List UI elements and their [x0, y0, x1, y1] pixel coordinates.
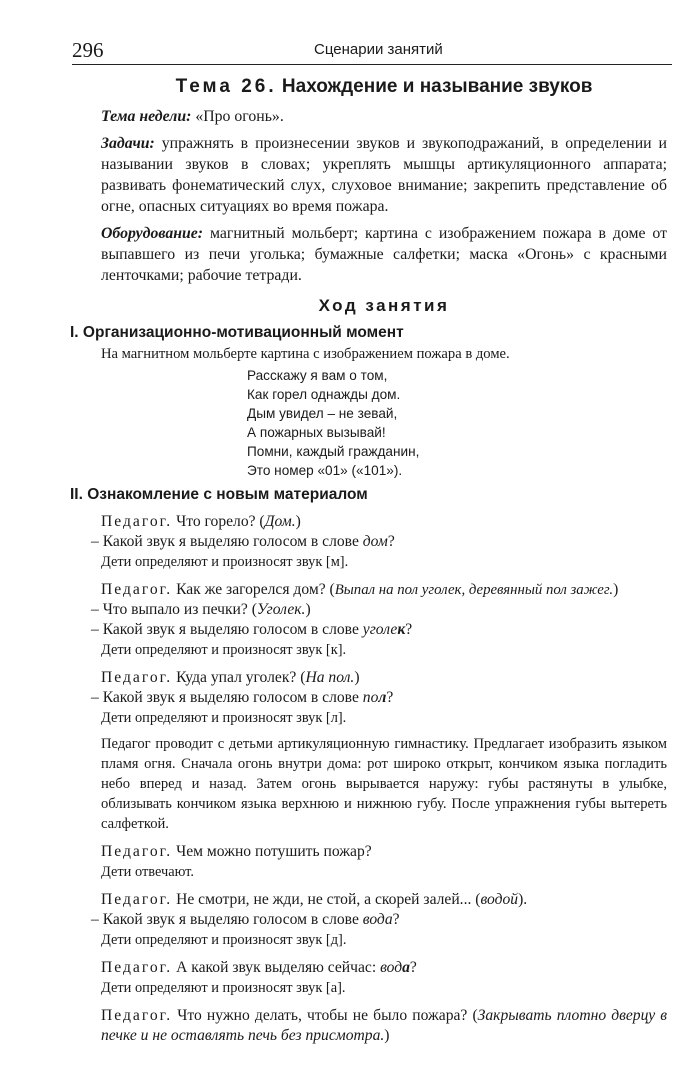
poem-line: Помни, каждый гражданин,: [247, 444, 420, 459]
poem-line: Это номер «01» («101»).: [247, 463, 403, 478]
header-rule: [72, 64, 672, 65]
dialogue-block-6: Педагог. А какой звук выделяю сейчас: вода? Дети определяют и произносят звук [а].: [101, 959, 417, 996]
section-1-title: I. Организационно-мотивационный момент: [70, 324, 404, 341]
dialogue-block-7: Педагог. Что нужно делать, чтобы не было пожара? (Закрывать плотно дверцу в печке и не оставлять печь без присмотра.): [101, 1007, 667, 1044]
running-title: Сценарии занятий: [314, 41, 443, 58]
gymnastics-paragraph: Педагог проводит с детьми артикуляционную гимнастику. Предлагает изобразить языком пламя огня. Сначала огонь внутри дома: рот широко открыт, кончиком языка погладить небо вперед и назад. Затем огонь вырывается наружу: губы растянуты в улыбке, облизывать кончиком языка верхнюю и нижнюю губу. После упражнения губы вытереть салфеткой.: [101, 736, 667, 832]
dialogue-block-1: Педагог. Что горело? (Дом.) – Какой звук я выделяю голосом в слове дом? Дети определяют и произносят звук [м].: [91, 513, 395, 570]
week-theme: Тема недели: «Про огонь».: [101, 108, 284, 125]
course-heading: Ход занятия: [318, 296, 450, 315]
section-2-title: II. Ознакомление с новым материалом: [70, 486, 368, 503]
topic-name: Нахождение и называние звуков: [281, 76, 593, 97]
page-number: 296: [72, 38, 104, 62]
page-header: [72, 36, 672, 66]
tasks-paragraph: Задачи: упражнять в произнесении звуков и звукоподражаний, в определении и назывании звуков в словах; укреплять мышцы артикуляционного аппарата; развивать фонематический слух, слуховое внимание; закрепить представление об огне, опасных ситуациях во время пожара.: [101, 135, 667, 215]
page-body: [70, 70, 667, 1046]
poem-line: Как горел однажды дом.: [247, 387, 401, 402]
poem-line: Расскажу я вам о том,: [247, 368, 388, 383]
dialogue-block-2: Педагог. Как же загорелся дом? (Выпал на пол уголек, деревянный пол зажег.) – Что выпало из печки? (Уголек.) – Какой звук я выделяю голосом в слове уголек? Дети определяют и произносят звук [к].: [91, 581, 619, 658]
poem: [247, 366, 667, 480]
dialogue-block-3: Педагог. Куда упал уголек? (На пол.) – Какой звук я выделяю голосом в слове пол? Дети определяют и произносят звук [л].: [91, 669, 394, 726]
dialogue-block-4: Педагог. Чем можно потушить пожар? Дети отвечают.: [101, 843, 372, 880]
poem-line: А пожарных вызывай!: [247, 425, 386, 440]
topic-label: Тема 26.: [175, 76, 277, 97]
topic-title: [101, 76, 667, 98]
dialogue-block-5: Педагог. Не смотри, не жди, не стой, а скорей залей... (водой). – Какой звук я выделяю голосом в слове вода? Дети определяют и произносят звук [д].: [91, 891, 528, 948]
equipment-paragraph: Оборудование: магнитный мольберт; картина с изображением пожара в доме от выпавшего из печи уголька; бумажные салфетки; маска «Огонь» с красными ленточками; рабочие тетради.: [101, 225, 667, 284]
section-1-intro: На магнитном мольберте картина с изображением пожара в доме.: [101, 346, 510, 362]
poem-line: Дым увидел – не зевай,: [247, 406, 398, 421]
